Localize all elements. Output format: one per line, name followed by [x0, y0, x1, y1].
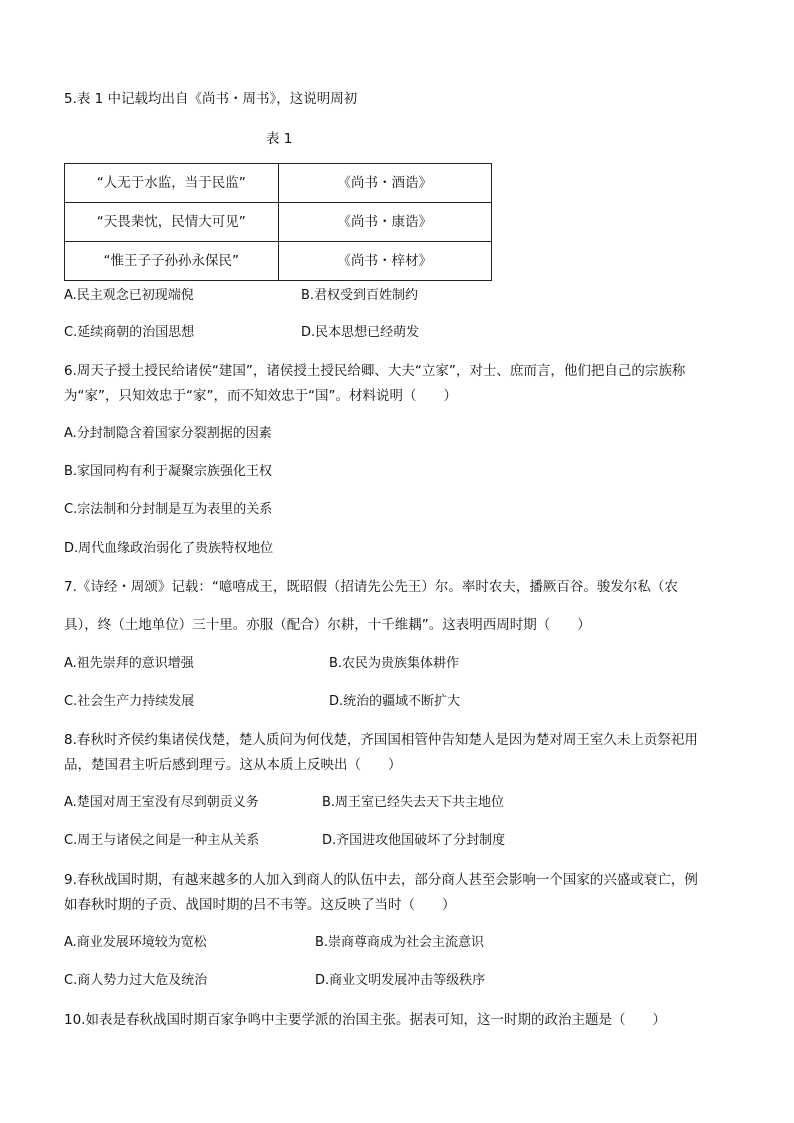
q7-option-b: B.农民为贵族集体耕作: [329, 656, 460, 671]
q9-stem-line2: 如春秋时期的子贡、战国时期的吕不韦等。这反映了当时（ ）: [64, 897, 456, 913]
q5-option-d: D.民本思想已经萌发: [301, 325, 420, 340]
q5-table: [64, 163, 492, 281]
table-cell-source: 《尚书・康诰》: [278, 203, 492, 242]
q7-option-c: C.社会生产力持续发展: [64, 694, 195, 709]
table-row: [65, 242, 492, 281]
table-row: [65, 164, 492, 203]
q6-option-c: C.宗法制和分封制是互为表里的关系: [64, 502, 273, 517]
q6-option-a: A.分封制隐含着国家分裂割据的因素: [64, 426, 272, 441]
q8-option-a: A.楚国对周王室没有尽到朝贡义务: [64, 795, 259, 810]
q9-stem-line1: 9.春秋战国时期，有越来越多的人加入到商人的队伍中去，部分商人甚至会影响一个国家的兴盛或衰亡，例: [64, 872, 698, 888]
q8-option-c: C.周王与诸侯之间是一种主从关系: [64, 833, 260, 848]
q9-option-b: B.崇商尊商成为社会主流意识: [315, 935, 485, 950]
q6-stem-line2: 为“家”，只知效忠于“家”，而不知效忠于“国”。材料说明（ ）: [64, 388, 457, 404]
q8-option-b: B.周王室已经失去天下共主地位: [322, 795, 505, 810]
q10-stem: 10.如表是春秋战国时期百家争鸣中主要学派的治国主张。据表可知，这一时期的政治主题是（ ）: [64, 1012, 666, 1028]
q9-option-d: D.商业文明发展冲击等级秩序: [315, 973, 486, 988]
table-row: [65, 203, 492, 242]
q8-stem-line2: 品，楚国君主听后感到理亏。这从本质上反映出（ ）: [64, 757, 402, 773]
q5-option-c: C.延续商朝的治国思想: [64, 325, 195, 340]
q5-stem: 5.表 1 中记载均出自《尚书・周书》，这说明周初: [64, 91, 358, 107]
q6-option-d: D.周代血缘政治弱化了贵族特权地位: [64, 541, 274, 556]
table-cell-quote: “惟王子子孙孙永保民”: [65, 242, 279, 281]
q9-option-a: A.商业发展环境较为宽松: [64, 935, 207, 950]
table-cell-quote: “人无于水监，当于民监”: [65, 164, 279, 203]
q5-option-b: B.君权受到百姓制约: [301, 288, 419, 303]
q7-option-a: A.祖先崇拜的意识增强: [64, 656, 194, 671]
q8-stem-line1: 8.春秋时齐侯约集诸侯伐楚，楚人质问为何伐楚，齐国国相管仲告知楚人是因为楚对周王室久未上贡祭祀用: [64, 732, 698, 748]
q5-table-caption: 表 1: [266, 131, 293, 147]
q7-stem-line1: 7.《诗经・周颂》记载：“噫嘻成王，既昭假（招请先公先王）尔。率时农夫，播厥百谷。骏发尔私（农: [64, 579, 678, 595]
table-cell-source: 《尚书・梓材》: [278, 242, 492, 281]
table-cell-source: 《尚书・酒诰》: [278, 164, 492, 203]
q8-option-d: D.齐国进攻他国破坏了分封制度: [322, 833, 506, 848]
q7-option-d: D.统治的疆域不断扩大: [329, 694, 461, 709]
q6-option-b: B.家国同构有利于凝聚宗族强化王权: [64, 464, 273, 479]
q6-stem-line1: 6.周天子授土授民给诸侯“建国”，诸侯授土授民给卿、大夫“立家”，对士、庶而言，他们把自己的宗族称: [64, 363, 686, 379]
q7-stem-line2: 具），终（土地单位）三十里。亦服（配合）尔耕，十千维耦”。这表明西周时期（ ）: [64, 617, 591, 633]
table-cell-quote: “天畏棐忱，民情大可见”: [65, 203, 279, 242]
q9-option-c: C.商人势力过大危及统治: [64, 973, 208, 988]
q5-option-a: A.民主观念已初现端倪: [64, 288, 194, 303]
